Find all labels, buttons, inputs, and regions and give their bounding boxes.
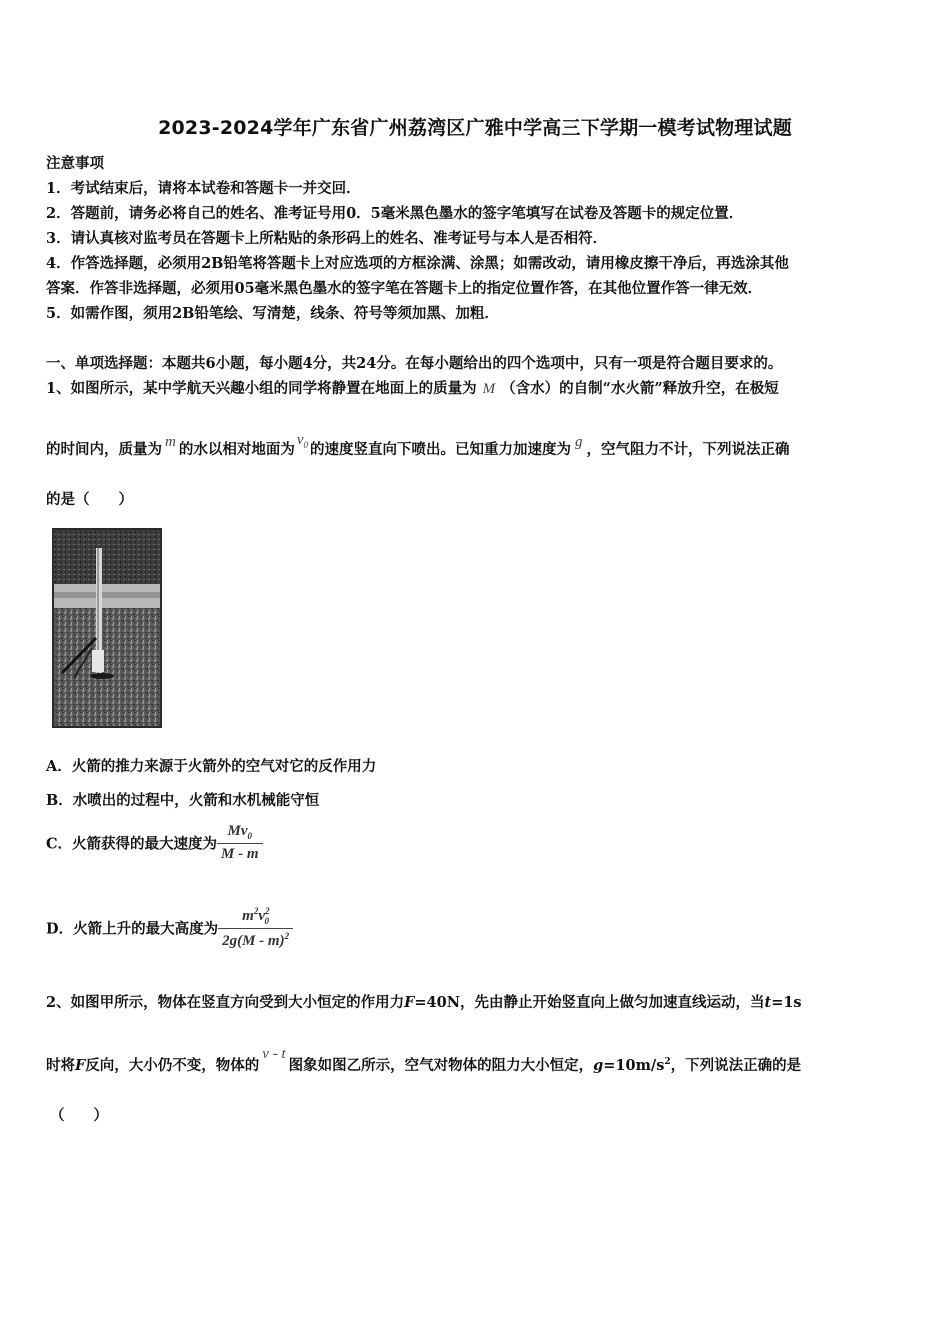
var-vt: v - t	[262, 1046, 286, 1062]
q1-stem-line1: 1、如图所示，某中学航天兴趣小组的同学将静置在地面上的质量为 M （含水）的自制“水火箭”释放升空，在极短	[46, 380, 779, 397]
q2-stem-line2: 时将F反向，大小仍不变，物体的v - t图象如图乙所示，空气对物体的阻力大小恒定，$g=10m/s^2$，下列说法正确的是	[46, 1046, 802, 1074]
page-title: 2023-2024学年广东省广州荔湾区广雅中学高三下学期一模考试物理试题	[158, 117, 792, 139]
notice-item-4: 4．作答选择题，必须用2B铅笔将答题卡上对应选项的方框涂满、涂黑；如需改动，请用橡皮擦干净后，再选涂其他	[46, 255, 789, 272]
var-g: g	[593, 1057, 604, 1074]
var-t: t	[764, 994, 772, 1011]
var-F: F	[75, 1057, 86, 1074]
q1-option-a: A．火箭的推力来源于火箭外的空气对它的反作用力	[46, 758, 377, 775]
option-c-fraction: $\frac{Mv_0}{M - m}$	[217, 823, 263, 863]
q2-stem-line3: （ ）	[50, 1107, 108, 1124]
var-m: m	[165, 434, 176, 450]
q1-stem-line3: 的是（ ）	[46, 491, 133, 508]
var-F: F	[404, 994, 415, 1011]
notice-heading: 注意事项	[46, 155, 104, 172]
q2-stem-line1: 2、如图甲所示，物体在竖直方向受到大小恒定的作用力F=40N，先由静止开始竖直向上做匀加速直线运动，当t=1s	[46, 994, 802, 1011]
q1-option-b: B．水喷出的过程中，火箭和水机械能守恒	[46, 792, 320, 809]
var-M: M	[482, 381, 496, 397]
option-d-fraction: $\frac{m^2v^2_0}{2g(M - m)^2}$	[218, 906, 293, 950]
section-heading: 一、单项选择题：本题共6小题，每小题4分，共24分。在每小题给出的四个选项中，只有一项是符合题目要求的。	[46, 355, 783, 372]
var-v0: $v_0$	[296, 432, 309, 450]
notice-item-5: 5．如需作图，须用2B铅笔绘、写清楚，线条、符号等须加黑、加粗．	[46, 305, 499, 322]
q1-option-d: D．火箭上升的最大高度为 $\frac{m^2v^2_0}{2g(M - m)^2}$	[46, 906, 293, 950]
var-g: g	[575, 434, 583, 450]
notice-item-4-cont: 答案．作答非选择题，必须用05毫米黑色墨水的签字笔在答题卡上的指定位置作答，在其他位置作答一律无效．	[46, 280, 763, 297]
notice-item-3: 3．请认真核对监考员在答题卡上所粘贴的条形码上的姓名、准考证号与本人是否相符．	[46, 230, 608, 247]
water-rocket-photo	[52, 528, 162, 728]
q1-option-c: C．火箭获得的最大速度为 $\frac{Mv_0}{M - m}$	[46, 823, 263, 863]
q1-stem-line2: 的时间内，质量为 m 的水以相对地面为$v_0$ 的速度竖直向下喷出。已知重力加速度为 g ，空气阻力不计，下列说法正确	[46, 432, 790, 458]
notice-item-1: 1．考试结束后，请将本试卷和答题卡一并交回．	[46, 180, 361, 197]
notice-item-2: 2．答题前，请务必将自己的姓名、准考证号用0．5毫米黑色墨水的签字笔填写在试卷及答题卡的规定位置．	[46, 205, 744, 222]
